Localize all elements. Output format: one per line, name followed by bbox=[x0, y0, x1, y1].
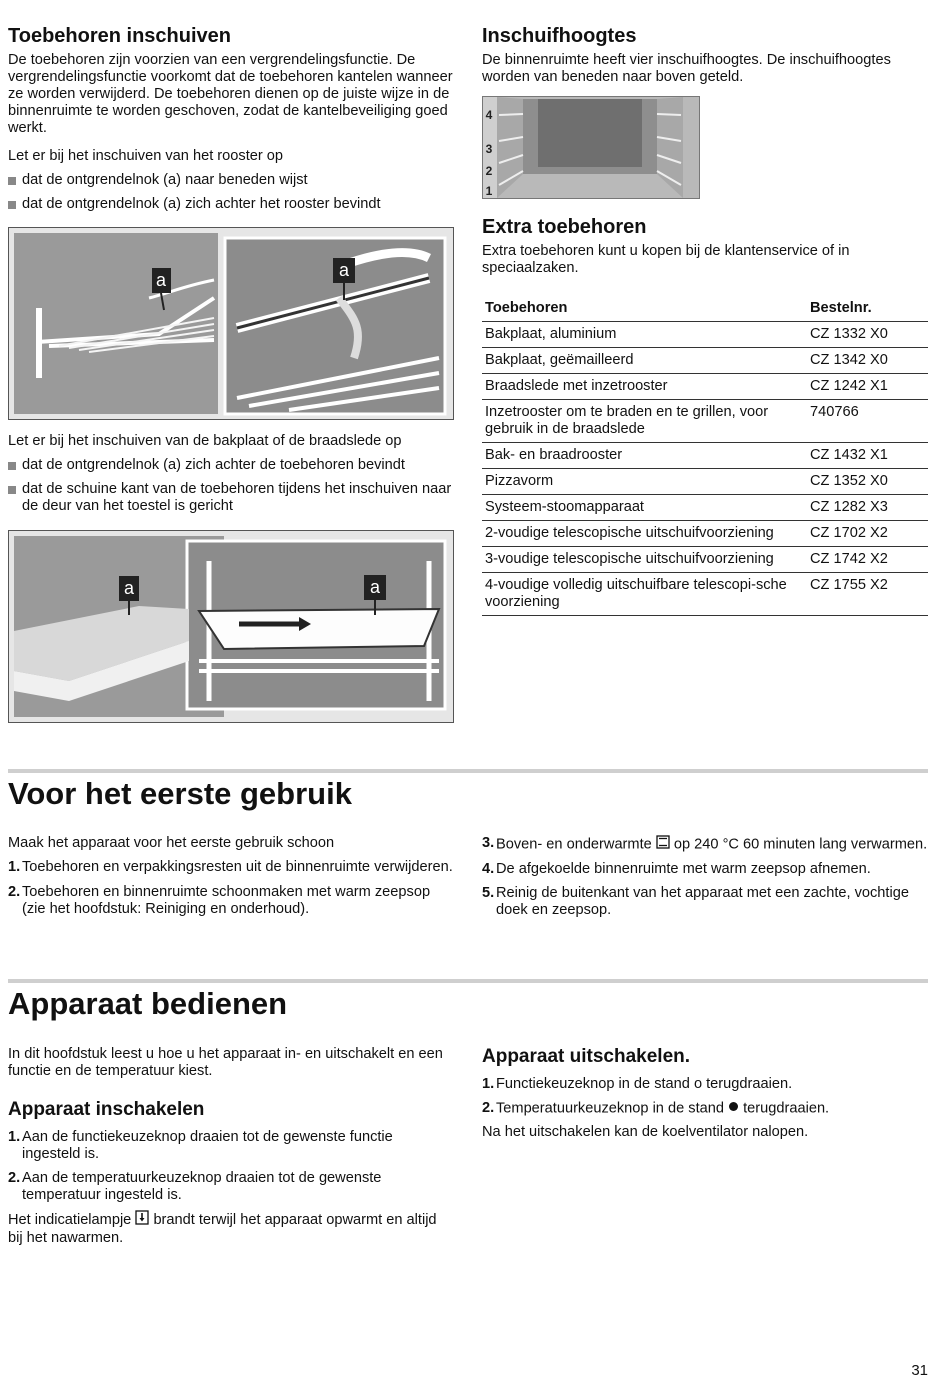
list-item bbox=[482, 861, 928, 878]
operate-intro: In dit hoofdstuk leest u hoe u het apparaat in- en uitschakelt en een functie en de temperatuur kiest. bbox=[8, 1046, 443, 1079]
level-number: 1 bbox=[485, 184, 493, 198]
bullet-icon bbox=[8, 201, 16, 209]
step-number: 2. bbox=[482, 1100, 495, 1116]
step-number: 1. bbox=[8, 1129, 21, 1145]
column-header: Toebehoren bbox=[482, 296, 807, 322]
section-title-operate: Apparaat bedienen bbox=[8, 986, 288, 1021]
level-number: 2 bbox=[485, 164, 493, 178]
list-item bbox=[482, 835, 928, 854]
list-item-text: dat de schuine kant van de toebehoren tijdens het inschuiven naar de deur van het toestel is gericht bbox=[22, 481, 452, 514]
page-number: 31 bbox=[911, 1362, 928, 1379]
table-cell: CZ 1742 X2 bbox=[807, 547, 928, 573]
first-use-steps bbox=[8, 859, 454, 918]
step-number: 2. bbox=[8, 884, 21, 900]
bullet-icon bbox=[8, 462, 16, 470]
list-item bbox=[8, 481, 454, 515]
list-item bbox=[482, 1100, 928, 1117]
operate-left bbox=[8, 1046, 454, 1247]
table-row bbox=[482, 573, 928, 616]
list-item bbox=[482, 885, 928, 919]
level-number: 4 bbox=[485, 108, 493, 122]
extra-accessories-section bbox=[482, 215, 928, 616]
first-use-intro: Maak het apparaat voor het eerste gebruik schoon bbox=[8, 835, 335, 851]
table-row bbox=[482, 443, 928, 469]
table-cell: Pizzavorm bbox=[482, 469, 807, 495]
table-cell: Bak- en braadrooster bbox=[482, 443, 807, 469]
step-text: Functiekeuzeknop in de stand o terugdraaien. bbox=[496, 1076, 793, 1092]
fig-label-a: a bbox=[155, 270, 167, 290]
accessories-intro: De toebehoren zijn voorzien van een vergrendelingsfunctie. De vergrendelingsfunctie voorkomt dat de toebehoren kantelen wanneer ze worden verwijderd. De toebehoren dienen op de juiste wijze in de binnenruimte te worden geschoven, zodat de kantelbeveiliging goed werkt. bbox=[8, 52, 453, 136]
step-number: 4. bbox=[482, 861, 495, 877]
list-item bbox=[8, 1170, 454, 1204]
switch-off-steps bbox=[482, 1076, 928, 1117]
list-item bbox=[8, 172, 454, 189]
first-use-right bbox=[482, 835, 928, 919]
table-row bbox=[482, 374, 928, 400]
table-cell: Bakplaat, geëmailleerd bbox=[482, 348, 807, 374]
table-row bbox=[482, 348, 928, 374]
table-row bbox=[482, 469, 928, 495]
list-item bbox=[8, 1129, 454, 1163]
table-cell: CZ 1432 X1 bbox=[807, 443, 928, 469]
heading-accessories: Toebehoren inschuiven bbox=[8, 25, 231, 47]
step-number: 1. bbox=[8, 859, 21, 875]
list-item-text: dat de ontgrendelnok (a) zich achter het rooster bevindt bbox=[22, 196, 381, 212]
tray-instructions bbox=[8, 433, 454, 515]
left-column bbox=[8, 24, 454, 213]
table-row bbox=[482, 521, 928, 547]
table-row bbox=[482, 322, 928, 348]
first-use-left bbox=[8, 835, 454, 918]
step-text: Toebehoren en binnenruimte schoonmaken met warm zeepsop (zie het hoofdstuk: Reiniging en onderhoud). bbox=[22, 884, 431, 917]
table-cell: CZ 1702 X2 bbox=[807, 521, 928, 547]
note-text: Het indicatielampje bbox=[8, 1211, 132, 1228]
step-number: 5. bbox=[482, 885, 495, 901]
table-cell: CZ 1342 X0 bbox=[807, 348, 928, 374]
rack-drawing bbox=[9, 228, 453, 419]
table-cell: Braadslede met inzetrooster bbox=[482, 374, 807, 400]
table-cell: CZ 1352 X0 bbox=[807, 469, 928, 495]
heading-extra: Extra toebehoren bbox=[482, 216, 647, 238]
list-item bbox=[482, 1076, 928, 1093]
operate-right bbox=[482, 1045, 928, 1141]
fig-label-a: a bbox=[123, 578, 135, 598]
fig-label-a: a bbox=[369, 577, 381, 597]
table-header-row bbox=[482, 296, 928, 322]
tray-list bbox=[8, 457, 454, 515]
tray-illustration bbox=[8, 530, 454, 723]
list-item bbox=[8, 196, 454, 213]
list-item bbox=[8, 457, 454, 474]
step-number: 1. bbox=[482, 1076, 495, 1092]
indicator-lamp-icon bbox=[135, 1210, 149, 1230]
step-text: Temperatuurkeuzeknop in de stand bbox=[496, 1100, 724, 1117]
step-text: Aan de functiekeuzeknop draaien tot de gewenste functie ingesteld is. bbox=[22, 1129, 393, 1162]
step-number: 3. bbox=[482, 835, 495, 851]
table-cell: Bakplaat, aluminium bbox=[482, 322, 807, 348]
table-row bbox=[482, 495, 928, 521]
table-cell: Systeem-stoomapparaat bbox=[482, 495, 807, 521]
level-number: 3 bbox=[485, 142, 493, 156]
bullet-icon bbox=[8, 177, 16, 185]
list-item bbox=[8, 859, 454, 876]
oven-levels-photo bbox=[482, 96, 700, 199]
tray-instruction: Let er bij het inschuiven van de bakplaat of de braadslede op bbox=[8, 433, 402, 449]
table-row bbox=[482, 547, 928, 573]
column-header: Bestelnr. bbox=[807, 296, 928, 322]
switch-on-steps bbox=[8, 1129, 454, 1204]
table-cell: 3-voudige telescopische uitschuifvoorziening bbox=[482, 547, 807, 573]
step-text: Toebehoren en verpakkingsresten uit de binnenruimte verwijderen. bbox=[22, 859, 453, 875]
first-use-steps-cont bbox=[482, 835, 928, 919]
rack-illustration bbox=[8, 227, 454, 420]
list-item bbox=[8, 884, 454, 918]
extra-text: Extra toebehoren kunt u kopen bij de klantenservice of in speciaalzaken. bbox=[482, 243, 850, 276]
section-divider bbox=[8, 979, 928, 983]
table-cell: Inzetrooster om te braden en te grillen, voor gebruik in de braadslede bbox=[482, 400, 807, 443]
step-text: Boven- en onderwarmte bbox=[496, 836, 652, 853]
top-bottom-heat-icon bbox=[656, 835, 670, 854]
fig-label-a: a bbox=[338, 260, 350, 280]
indicator-lamp-note bbox=[8, 1210, 454, 1247]
levels-text: De binnenruimte heeft vier inschuifhoogtes. De inschuifhoogtes worden van beneden naar boven geteld. bbox=[482, 52, 891, 85]
table-row bbox=[482, 400, 928, 443]
note-text: brandt terwijl het apparaat opwarmt en altijd bij het nawarmen. bbox=[8, 1211, 437, 1246]
table-cell: 4-voudige volledig uitschuifbare telescopi-sche voorziening bbox=[482, 573, 807, 616]
rack-list bbox=[8, 172, 454, 213]
tray-drawing bbox=[9, 531, 453, 722]
table-cell: CZ 1282 X3 bbox=[807, 495, 928, 521]
table-cell: 2-voudige telescopische uitschuifvoorziening bbox=[482, 521, 807, 547]
step-text: Aan de temperatuurkeuzeknop draaien tot de gewenste temperatuur ingesteld is. bbox=[22, 1170, 382, 1203]
section-title-first-use: Voor het eerste gebruik bbox=[8, 776, 352, 811]
fan-note: Na het uitschakelen kan de koelventilator nalopen. bbox=[482, 1124, 809, 1141]
table-cell: CZ 1755 X2 bbox=[807, 573, 928, 616]
heading-switch-off: Apparaat uitschakelen. bbox=[482, 1046, 691, 1067]
table-cell: 740766 bbox=[807, 400, 928, 443]
step-text: op 240 °C 60 minuten lang verwarmen. bbox=[673, 836, 928, 853]
step-text: terugdraaien. bbox=[743, 1100, 830, 1117]
accessories-table bbox=[482, 296, 928, 616]
step-text: Reinig de buitenkant van het apparaat met een zachte, vochtige doek en zeepsop. bbox=[496, 885, 909, 918]
heading-switch-on: Apparaat inschakelen bbox=[8, 1099, 205, 1120]
right-column bbox=[482, 24, 928, 86]
step-number: 2. bbox=[8, 1170, 21, 1186]
oven-interior-drawing bbox=[483, 97, 699, 198]
table-cell: CZ 1242 X1 bbox=[807, 374, 928, 400]
filled-dot-icon bbox=[728, 1100, 739, 1117]
table-cell: CZ 1332 X0 bbox=[807, 322, 928, 348]
bullet-icon bbox=[8, 486, 16, 494]
rack-instruction: Let er bij het inschuiven van het rooster op bbox=[8, 148, 284, 164]
step-text: De afgekoelde binnenruimte met warm zeepsop afnemen. bbox=[496, 861, 871, 877]
list-item-text: dat de ontgrendelnok (a) zich achter de toebehoren bevindt bbox=[22, 457, 405, 473]
list-item-text: dat de ontgrendelnok (a) naar beneden wijst bbox=[22, 172, 308, 188]
section-divider bbox=[8, 769, 928, 773]
heading-levels: Inschuifhoogtes bbox=[482, 25, 637, 47]
